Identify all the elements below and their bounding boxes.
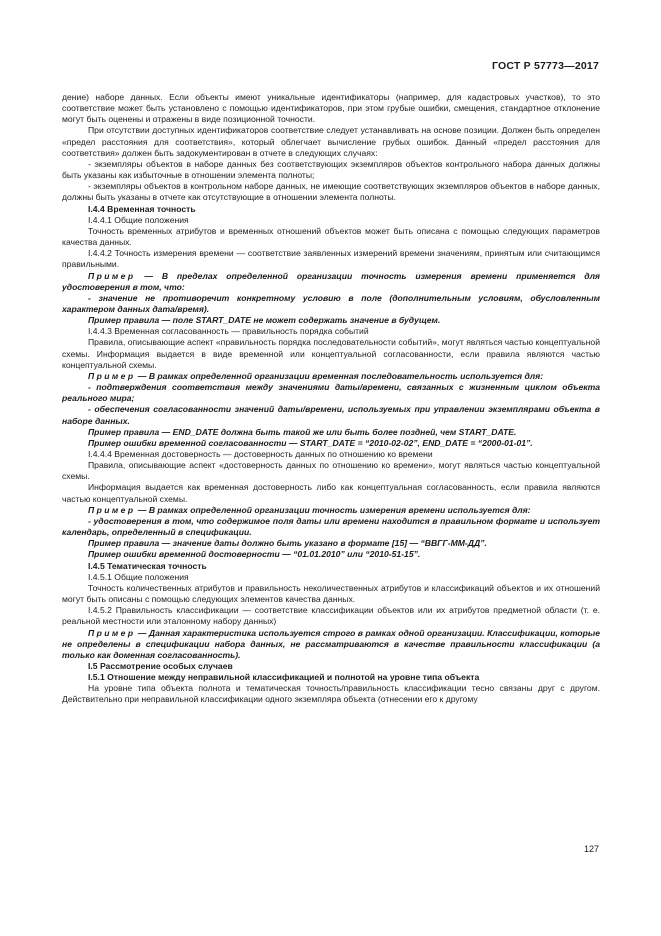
example-block — [62, 628, 600, 661]
paragraph: дение) наборе данных. Если объекты имеют уникальные идентификаторы (например, для кадастровых участков), то это соответствие может быть установлено с помощью идентификаторов, при этом грубые ошибки, смещения, стандартное отклонение могут быть оценены и отражены в виде позиционной точности. — [62, 92, 600, 125]
example-text: — В пределах определенной организации точность измерения времени применяется для удостоверения в том, что: — [62, 270, 600, 292]
page-content — [62, 92, 600, 706]
standard-header: ГОСТ Р 57773—2017 — [491, 60, 599, 72]
subsection-heading: I.4.5.1 Общие положения — [88, 571, 189, 582]
paragraph: Информация выдается как временная достоверность либо как концептуальная согласованность, если правила являются частью концептуальной схемы. — [62, 482, 600, 504]
example-label: Пример — [88, 270, 136, 281]
paragraph: На уровне типа объекта полнота и тематическая точность/правильность классификации тесно связаны друг с другом. Действительно при неправильной классификации одного экземпляра объекта (отнесении его к другому — [62, 683, 600, 705]
example-block — [62, 271, 600, 293]
example-label: Пример — [88, 504, 136, 515]
example-text: — В рамках определенной организации точность измерения времени используется для: — [137, 504, 531, 515]
list-item: - экземпляры объектов в наборе данных без соответствующих экземпляров объектов контрольного набора данных должны быть указаны как избыточные в отношении элемента полноты; — [62, 158, 600, 181]
subsection-heading: I.4.4.3 Временная согласованность — правильность порядка событий — [88, 326, 369, 337]
example-rule: Пример правила — поле START_DATE не может содержать значение в будущем. — [88, 315, 441, 326]
paragraph: I.4.4.2 Точность измерения времени — соответствие заявленных измерений времени значениям, принятым или считающимся правильными. — [62, 248, 600, 270]
section-heading: I.4.4 Временная точность — [88, 203, 196, 214]
paragraph: I.4.5.2 Правильность классификации — соответствие классификации объектов или их атрибутов предметной области (т. е. реальной местности или эталонному набору данных) — [62, 605, 600, 627]
example-text: — Данная характеристика используется строго в рамках одной организации. Классификации, которые не определены в спецификации набора данных, не рассматриваются в качестве правильности классификации (а только как доменная согласованность). — [62, 627, 600, 660]
section-heading: I.4.5 Тематическая точность — [88, 560, 207, 571]
paragraph: Правила, описывающие аспект «правильность порядка последовательности событий», могут являться частью концептуальной схемы. Информация выдается в виде временной или концептуальной согласованности, если правила являются частью концептуальной схемы. — [62, 337, 600, 370]
example-block — [62, 505, 600, 516]
section-heading: I.5.1 Отношение между неправильной классификацией и полнотой на уровне типа объекта — [88, 672, 480, 683]
example-rule: Пример правила — значение даты должно быть указано в формате [15] — “ВВГГ-ММ-ДД”. — [88, 538, 487, 549]
example-list-item: - значение не противоречит конкретному условию в поле (дополнительным условиям, обусловленным характером данных дата/время). — [62, 292, 600, 314]
example-error: Пример ошибки временной достоверности — “01.01.2010” или “2010-51-15”. — [88, 549, 421, 560]
paragraph: При отсутствии доступных идентификаторов соответствие следует устанавливать на основе позиции. Должен быть определен «предел расстояния для соответствия», который облегчает вычисление грубых ошибок. Данный «предел расстояния для соответствия» должен быть задокументирован в отчете в следующих случаях: — [62, 125, 600, 158]
section-heading: I.5 Рассмотрение особых случаев — [88, 660, 233, 671]
example-text: — В рамках определенной организации временная последовательность используется для: — [137, 370, 544, 381]
paragraph: Точность количественных атрибутов и правильность неколичественных атрибутов и классификаций объектов и их отношений могут быть описаны с помощью следующих элементов качества данных. — [62, 582, 600, 605]
example-list-item: - обеспечения согласованности значений даты/времени, используемых при управлении экземплярами объекта в наборе данных. — [62, 404, 600, 426]
list-item: - экземпляры объектов в контрольном наборе данных, не имеющие соответствующих экземпляров объектов в наборе данных, должны быть указаны в отчете как отсутствующие в отношении элемента полноты. — [62, 181, 600, 203]
paragraph: Точность временных атрибутов и временных отношений объектов может быть описана с помощью следующих параметров качества данных. — [62, 225, 600, 248]
page-number: 127 — [583, 844, 599, 854]
example-rule: Пример правила — END_DATE должна быть такой же или быть более поздней, чем START_DATE. — [88, 426, 517, 437]
subsection-heading: I.4.4.4 Временная достоверность — достоверность данных по отношению ко времени — [88, 449, 433, 459]
example-list-item: - подтверждения соответствия между значениями даты/времени, связанных с жизненным циклом объекта реального мира; — [62, 382, 600, 404]
example-label: Пример — [88, 627, 136, 638]
example-list-item: - удостоверения в том, что содержимое поля даты или времени находится в правильном формате и использует календарь, определенный в спецификации. — [62, 515, 600, 538]
paragraph: Правила, описывающие аспект «достоверность данных по отношению ко времени», могут являться частью концептуальной схемы. — [62, 460, 600, 482]
subsection-heading: I.4.4.1 Общие положения — [88, 214, 189, 225]
example-block — [62, 371, 600, 382]
example-error: Пример ошибки временной согласованности — START_DATE = “2010-02-02”, END_DATE = “2000-01-01”. — [88, 437, 533, 448]
example-label: Пример — [88, 370, 136, 381]
